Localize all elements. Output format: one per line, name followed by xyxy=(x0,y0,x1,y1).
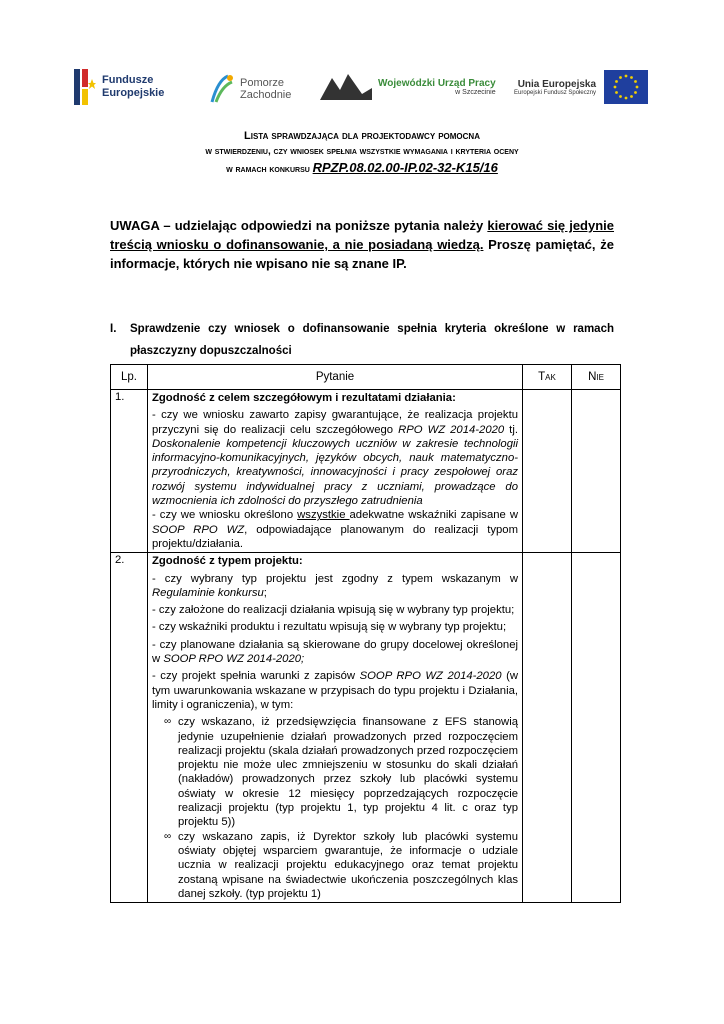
warning-part2: Proszę pamiętać, że informacje, których nie wpisano nie są znane IP. xyxy=(110,237,614,271)
row2-question xyxy=(148,553,523,903)
pz-line2: Zachodnie xyxy=(240,89,292,101)
section-text: Sprawdzenie czy wniosek o dofinansowanie spełnia kryteria określone w ramach płaszczyzny dopuszczalności xyxy=(130,323,614,357)
ue-line1: Unia Europejska xyxy=(517,78,597,90)
header-yes: Tak xyxy=(523,365,572,390)
header-lp: Lp. xyxy=(111,365,148,390)
row2-item4: - czy planowane działania są skierowane do grupy docelowej określonej w SOOP RPO WZ 2014-2020; xyxy=(152,638,518,666)
warning-note xyxy=(110,216,614,273)
wup-line1: Wojewódzki Urząd Pracy xyxy=(378,78,496,89)
row1-question xyxy=(148,390,523,553)
logo-bar xyxy=(0,60,724,120)
header-no: Nie xyxy=(572,365,621,390)
warning-underlined: kierować się jedynie treścią wniosku o dofinansowanie, a nie posiadaną wiedzą. xyxy=(110,218,615,252)
fundusze-europejskie-logo xyxy=(72,65,164,109)
pomorze-zachodnie-logo xyxy=(208,72,291,106)
row2-item1: - czy wybrany typ projektu jest zgodny z typem wskazanym w Regulaminie konkursu; xyxy=(152,572,518,599)
section-number: I. xyxy=(110,323,117,335)
row2-item5: - czy projekt spełnia warunki z zapisów SOOP RPO WZ 2014-2020 (w tym uwarunkowania wskazane w przypisach do typu projektu i Działania, limity i ograniczenia), w tym: xyxy=(152,670,518,711)
wup-line2: w Szczecinie xyxy=(455,89,496,96)
checklist-table xyxy=(110,364,621,903)
row1-heading: Zgodność z celem szczegółowym i rezultatami działania: xyxy=(152,392,456,404)
pz-emblem-icon xyxy=(208,72,236,106)
header-question: Pytanie xyxy=(148,365,523,390)
row2-yes-cell[interactable] xyxy=(523,553,572,903)
infinity-bullet-icon: ∞ xyxy=(164,830,172,842)
row1-yes-cell[interactable] xyxy=(523,390,572,553)
table-row xyxy=(111,390,621,553)
row2-item2: - czy założone do realizacji działania wpisują się w wybrany typ projektu; xyxy=(152,604,515,617)
row2-lp: 2. xyxy=(111,553,148,903)
row2-bullet1: ∞ czy wskazano, iż przedsięwzięcia finansowane z EFS stanowią jedynie uzupełnienie działań prowadzonych przed rozpoczęciem realizacji projektu (skala działań prowadzonych przed rozpoczęciem projektu nie może ulec zmniejszeniu w stosunku do skali działań (nakładów) prowadzonych przez szkoły lub placówki systemu oświaty w okresie 12 miesięcy poprzedzających rozpoczęcie realizacji projektu (typ projektu 1, typ projektu 4 lit. c oraz typ projektu 5)) xyxy=(164,716,518,829)
wup-logo xyxy=(318,70,496,104)
wup-emblem-icon xyxy=(318,70,374,104)
table-row xyxy=(111,553,621,903)
row1-no-cell[interactable] xyxy=(572,390,621,553)
row1-point1: - czy we wniosku zawarto zapisy gwarantujące, że realizacja projektu przyczyni się do realizacji celu szczegółowego RPO WZ 2014-2020 tj. Doskonalenie kompetencji kluczowych uczniów w zakresie technologii informacyjno-komunikacyjnych, języków obcych, nauk matematyczno-przyrodniczych, kreatywności, innowacyjności i pracy zespołowej oraz rozwój systemu indywidualnej pracy z uczniami, prowadzące do wzmocnienia ich zdolności do przyszłego zatrudnienia xyxy=(152,409,518,508)
title-line1: Lista sprawdzająca dla projektodawcy pomocna xyxy=(244,130,480,142)
section-heading xyxy=(110,318,614,362)
unia-europejska-logo xyxy=(514,70,648,104)
warning-part1: UWAGA – udzielając odpowiedzi na poniższe pytania należy xyxy=(110,218,488,233)
row2-item3: - czy wskaźniki produktu i rezultatu wpisują się w wybrany typ projektu; xyxy=(152,621,507,634)
eu-flag-icon xyxy=(604,70,648,104)
document-title xyxy=(0,128,724,178)
row2-heading: Zgodność z typem projektu: xyxy=(152,555,303,568)
row2-no-cell[interactable] xyxy=(572,553,621,903)
fe-line2: Europejskie xyxy=(102,87,165,99)
contest-code: RPZP.08.02.00-IP.02-32-K15/16 xyxy=(312,160,498,175)
infinity-bullet-icon: ∞ xyxy=(164,716,172,728)
title-line2: w stwierdzeniu, czy wniosek spełnia wszystkie wymagania i kryteria oceny xyxy=(205,146,519,157)
row1-lp: 1. xyxy=(111,390,148,553)
table-header-row xyxy=(111,365,621,390)
pz-line1: Pomorze xyxy=(240,77,285,89)
fe-star-icon xyxy=(72,65,96,109)
title-line3-prefix: w ramach konkursu xyxy=(226,164,313,175)
ue-line2: Europejski Fundusz Społeczny xyxy=(514,89,597,96)
fe-line1: Fundusze xyxy=(102,74,154,86)
row2-bullet2: ∞ czy wskazano zapis, iż Dyrektor szkoły lub placówki systemu oświaty objętej wsparciem gwarantuje, że informacje o udziale ucznia w realizacji projektu edukacyjnego oraz temat projektu zostaną wpisane na świadectwie ukończenia poszczególnych klas danej szkoły. (typ projektu 1) xyxy=(164,830,518,900)
row1-point2: - czy we wniosku określono wszystkie adekwatne wskaźniki zapisane w SOOP RPO WZ, odpowiadające planowanym do realizacji typom projektu/działania. xyxy=(152,509,519,550)
